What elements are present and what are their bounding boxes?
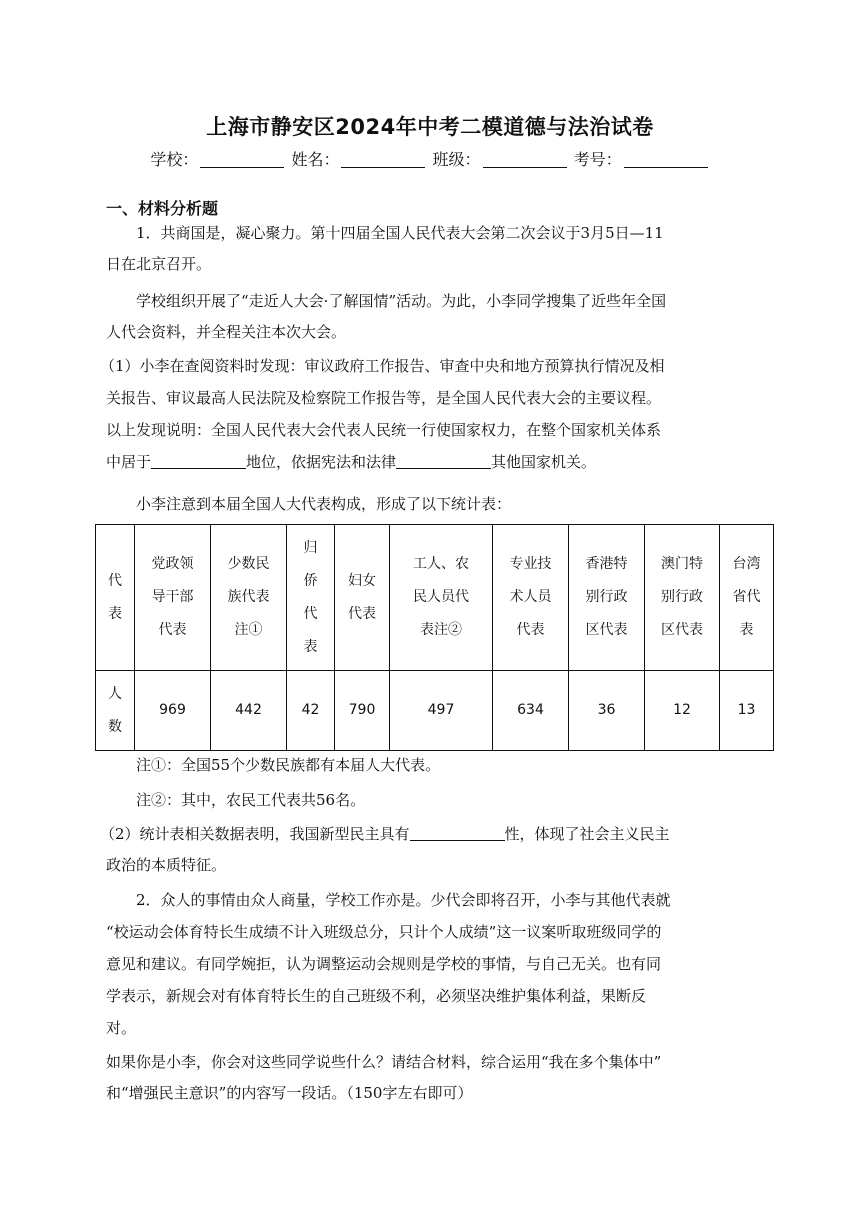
q1-sub1-line-3: 以上发现说明：全国人民代表大会代表人民统一行使国家权力，在整个国家机关体系: [106, 421, 662, 439]
table-cell: 634: [493, 671, 569, 751]
column-header: [569, 525, 645, 671]
q2-ask-line-1: 如果你是小李，你会对这些同学说些什么？请结合材料，综合运用“我在多个集体中”: [106, 1053, 662, 1071]
row-header-count-text: 人数: [108, 685, 122, 735]
q2-line-5: 对。: [106, 1019, 137, 1037]
column-header: [645, 525, 720, 671]
q2-line-2: “校运动会体育特长生成绩不计入班级总分，只计个人成绩”这一议案听取班级同学的: [106, 923, 662, 941]
column-header: [720, 525, 774, 671]
column-header-text: 党政领导干部代表: [151, 556, 194, 638]
q1-sub2-line-2: 政治的本质特征。: [106, 856, 227, 874]
table-value-row: [96, 671, 774, 751]
exam-title: 上海市静安区2024年中考二模道德与法治试卷: [206, 115, 654, 139]
question-1-intro: [106, 218, 756, 280]
delegate-statistics-table: [95, 524, 774, 751]
column-header-text: 澳门特别行政区代表: [661, 556, 703, 638]
question-2-ask: [106, 1047, 766, 1109]
q1-sub2-text-a: （2）统计表相关数据表明，我国新型民主具有: [100, 825, 410, 843]
column-header-text: 台湾省代表: [732, 556, 761, 638]
column-header-text: 专业技术人员代表: [509, 556, 552, 638]
answer-blank-2[interactable]: [396, 452, 491, 469]
student-info-line: [0, 147, 860, 170]
q1-sub1-text-b: 地位，依据宪法和法律: [246, 453, 397, 471]
number-blank: [624, 149, 708, 168]
number-label: 考号：: [573, 150, 622, 169]
table-cell: 12: [645, 671, 720, 751]
q2-line-1: 2．众人的事情由众人商量，学校工作亦是。少代会即将召开，小李与其他代表就: [136, 891, 671, 909]
answer-blank-1[interactable]: [151, 452, 246, 469]
q1-sub1-line-2: 关报告、审议最高人民法院及检察院工作报告等，是全国人民代表大会的主要议程。: [106, 389, 662, 407]
table-note-1: 注①：全国55个少数民族都有本届人大代表。: [136, 756, 441, 774]
class-blank: [483, 149, 567, 168]
column-header-text: 妇女代表: [348, 572, 376, 622]
row-header-delegates: [96, 525, 135, 671]
q1-line-1: 1．共商国是，凝心聚力。第十四届全国人民代表大会第二次会议于3月5日—11: [136, 224, 664, 242]
table-cell: 790: [335, 671, 390, 751]
table-intro: 小李注意到本届全国人大代表构成，形成了以下统计表：: [136, 495, 512, 513]
answer-blank-3[interactable]: [410, 824, 505, 841]
column-header: [211, 525, 287, 671]
question-1-sub-1: [100, 350, 760, 478]
table-cell: 42: [287, 671, 335, 751]
table-cell: 13: [720, 671, 774, 751]
column-header-text: 少数民族代表注①: [227, 556, 270, 638]
q2-ask-line-2: 和“增强民主意识”的内容写一段话。（150字左右即可）: [106, 1084, 473, 1102]
question-2: [106, 884, 756, 1044]
column-header: [493, 525, 569, 671]
row-header-delegates-text: 代表: [108, 572, 122, 622]
column-header-text: 香港特别行政区代表: [585, 556, 628, 638]
column-header: [335, 525, 390, 671]
q1-sub1-text-a: 中居于: [106, 453, 152, 471]
name-blank: [341, 149, 425, 168]
section-heading: 一、材料分析题: [106, 199, 219, 218]
column-header: [287, 525, 335, 671]
school-blank: [200, 149, 284, 168]
class-label: 班级：: [432, 150, 481, 169]
name-label: 姓名：: [291, 150, 340, 169]
table-cell: 969: [135, 671, 211, 751]
q1-line-2: 日在北京召开。: [106, 255, 212, 273]
column-header-text: 归侨代表: [303, 539, 318, 655]
row-header-count: [96, 671, 135, 751]
q1-sub2-line-1: [100, 819, 760, 850]
q1-p2-line-2: 人代会资料，并全程关注本次大会。: [106, 323, 347, 341]
table-note-2: 注②：其中，农民工代表共56名。: [136, 791, 366, 809]
q1-sub1-line-1: （1）小李在查阅资料时发现：审议政府工作报告、审查中央和地方预算执行情况及相: [100, 357, 665, 375]
table-cell: 497: [390, 671, 493, 751]
table-cell: 36: [569, 671, 645, 751]
column-header: [135, 525, 211, 671]
q1-sub2-text-b: 性，体现了社会主义民主: [504, 825, 670, 843]
question-1-sub-2: [100, 819, 760, 881]
q2-line-3: 意见和建议。有同学婉拒，认为调整运动会规则是学校的事情，与自己无关。也有同: [106, 955, 662, 973]
question-1-activity: [106, 286, 756, 348]
column-header: [390, 525, 493, 671]
table-header-row: [96, 525, 774, 671]
school-label: 学校：: [150, 150, 199, 169]
column-header-text: 工人、农民人员代表注②: [413, 556, 469, 638]
q1-sub1-line-4: [100, 446, 760, 478]
q1-sub1-text-c: 其他国家机关。: [491, 453, 597, 471]
q2-line-4: 学表示，新规会对有体育特长生的自己班级不利，必须坚决维护集体利益，果断反: [106, 987, 647, 1005]
table-cell: 442: [211, 671, 287, 751]
q1-p2-line-1: 学校组织开展了“走近人大会·了解国情”活动。为此，小李同学搜集了近些年全国: [136, 292, 667, 310]
